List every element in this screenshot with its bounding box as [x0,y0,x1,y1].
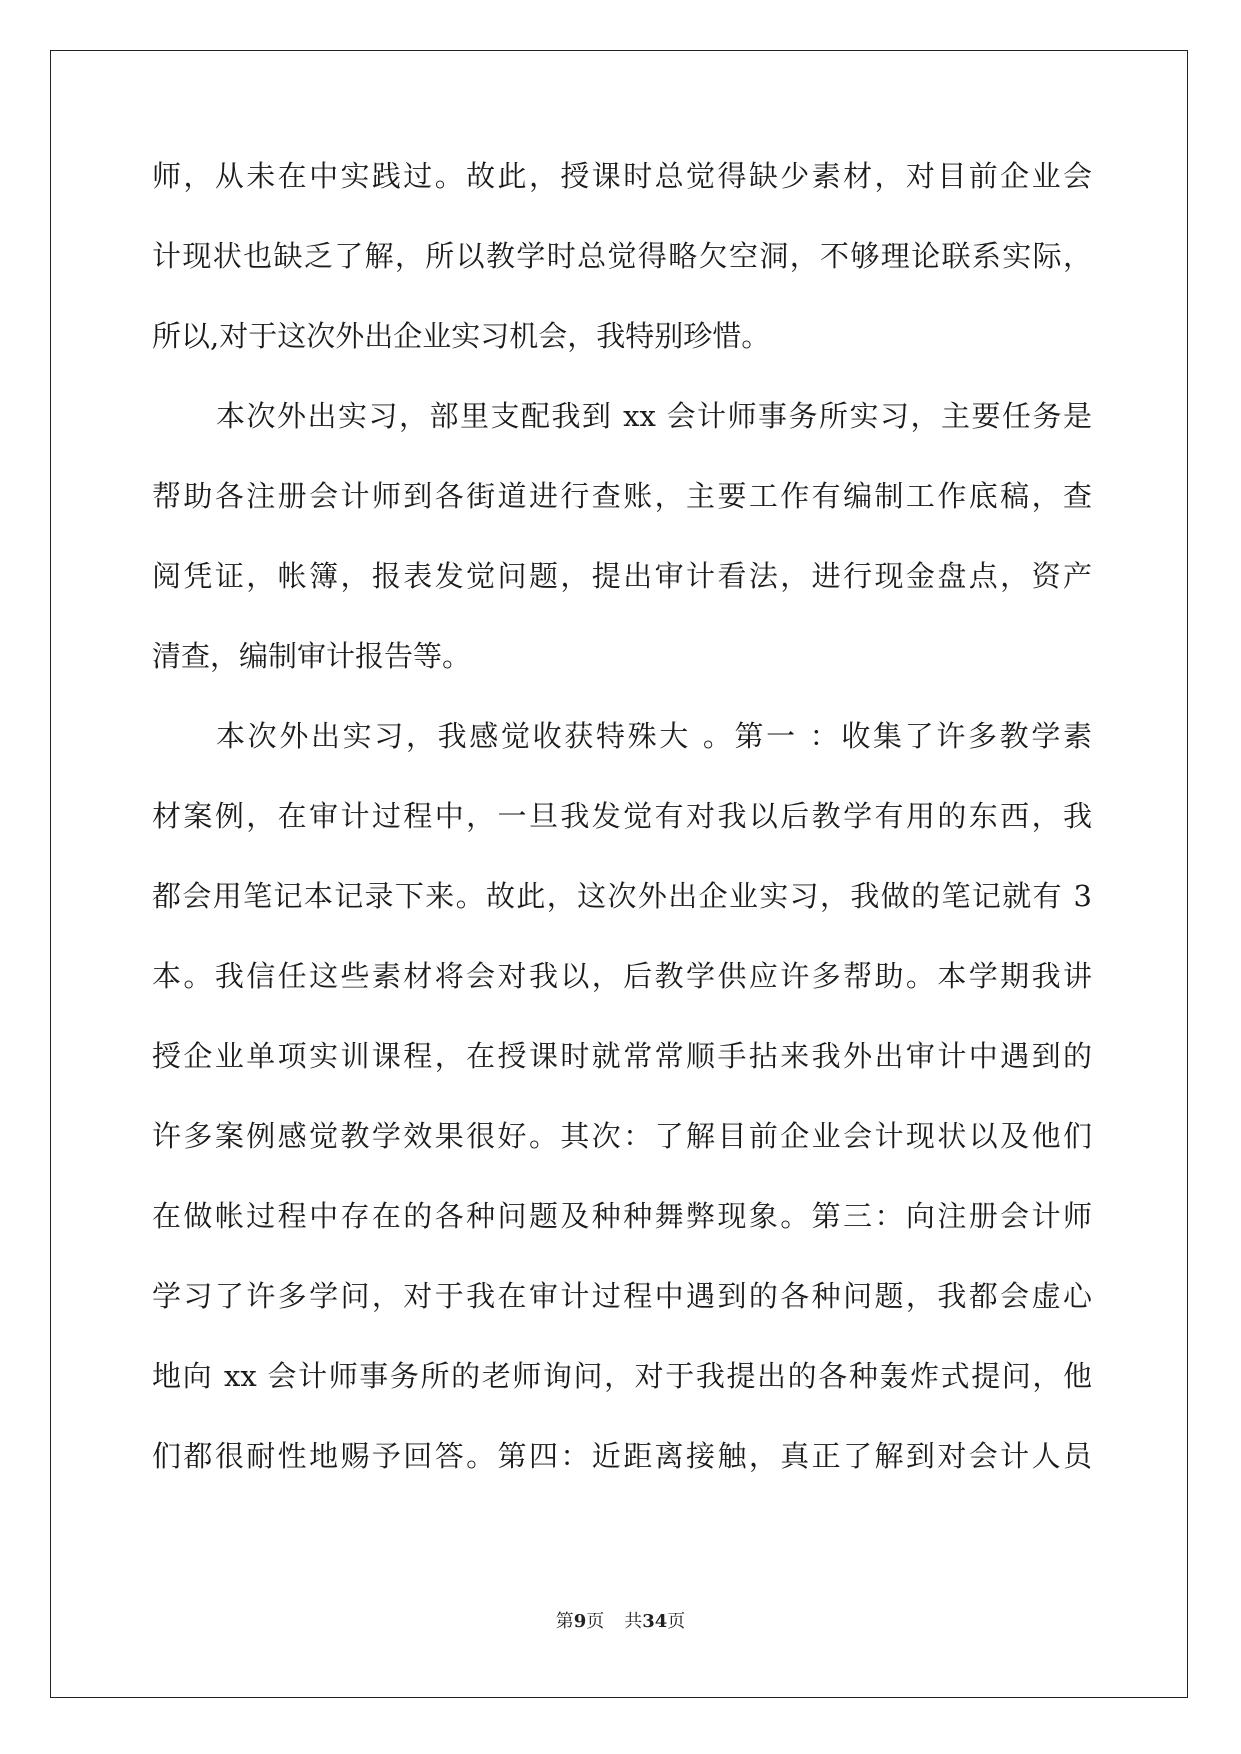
total-prefix: 共 [624,1611,643,1632]
page-footer [0,1611,1241,1633]
text-line: 清查，编制审计报告等。 [152,639,472,673]
total-pages: 34 [642,1611,668,1632]
text-line: 本。我信任这些素材将会对我以，后教学供应许多帮助。本学期我讲 [152,959,1092,993]
text-line: 授企业单项实训课程，在授课时就常常顺手拈来我外出审计中遇到的 [152,1039,1092,1073]
page-suffix: 页 [586,1611,605,1632]
text-line: 学习了许多学问，对于我在审计过程中遇到的各种问题，我都会虚心 [152,1279,1092,1313]
text-line: 材案例，在审计过程中，一旦我发觉有对我以后教学有用的东西，我 [152,799,1092,833]
paragraph-first-line: 本次外出实习，我感觉收获特殊大 。第一 ：收集了许多教学素 [216,719,1092,753]
text-line: 计现状也缺乏了解，所以教学时总觉得略欠空洞，不够理论联系实际， [152,239,1092,273]
text-line: 都会用笔记本记录下来。故此，这次外出企业实习，我做的笔记就有 3 [152,879,1092,913]
text-line: 阅凭证，帐簿，报表发觉问题，提出审计看法，进行现金盘点，资产 [152,559,1092,593]
text-line: 地向 xx 会计师事务所的老师询问，对于我提出的各种轰炸式提问，他 [152,1359,1092,1393]
page-number: 9 [573,1611,587,1632]
text-line: 师，从未在中实践过。故此，授课时总觉得缺少素材，对目前企业会 [152,159,1092,193]
text-line: 所以,对于这次外出企业实习机会，我特别珍惜。 [152,319,771,353]
page-prefix: 第 [555,1611,574,1632]
text-line: 在做帐过程中存在的各种问题及种种舞弊现象。第三：向注册会计师 [152,1199,1092,1233]
text-line: 许多案例感觉教学效果很好。其次：了解目前企业会计现状以及他们 [152,1119,1092,1153]
total-suffix: 页 [667,1611,686,1632]
document-body [152,160,1092,1520]
paragraph-first-line: 本次外出实习，部里支配我到 xx 会计师事务所实习，主要任务是 [216,399,1092,433]
text-line: 们都很耐性地赐予回答。第四：近距离接触，真正了解到对会计人员 [152,1439,1092,1473]
text-line: 帮助各注册会计师到各街道进行查账，主要工作有编制工作底稿，查 [152,479,1092,513]
